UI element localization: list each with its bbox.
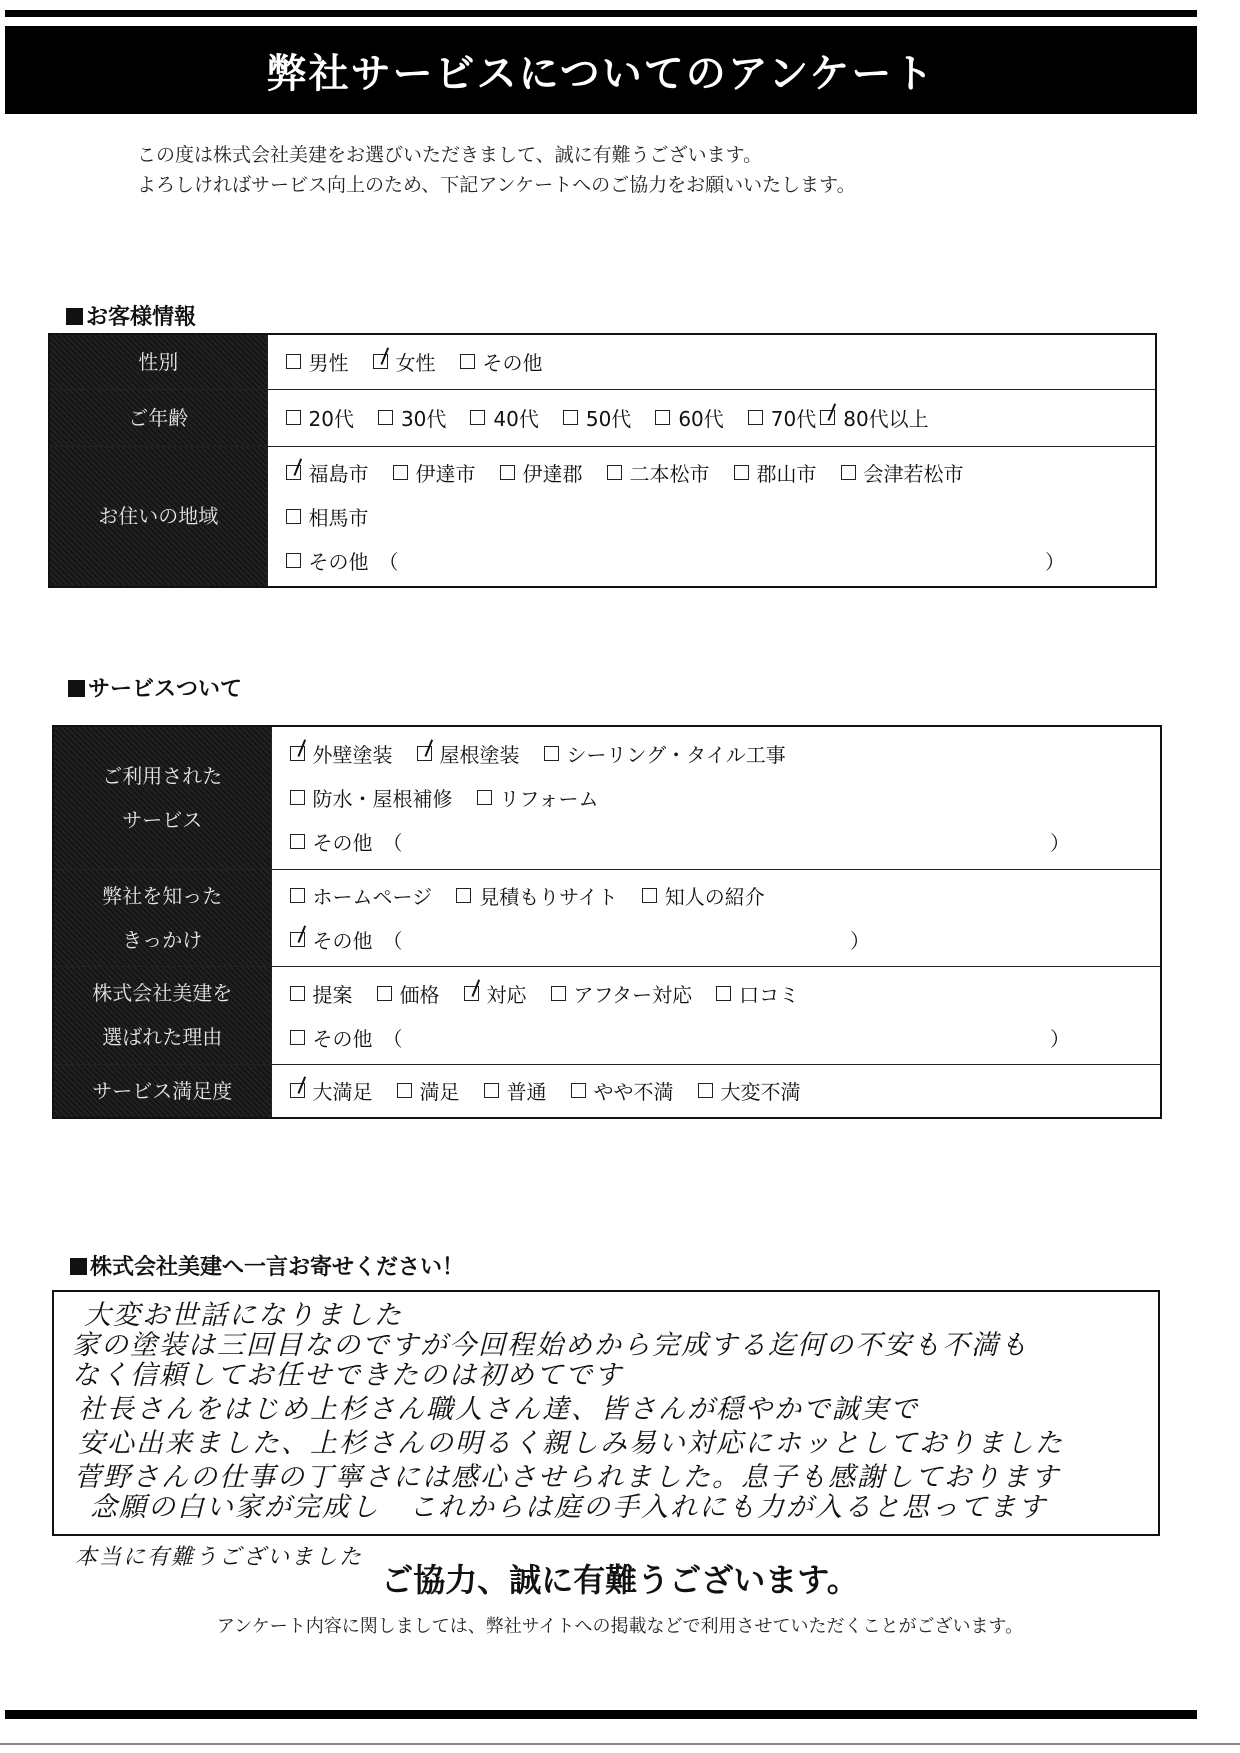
option-price[interactable] <box>377 979 440 1008</box>
option-waterproofing-roof-repair[interactable] <box>290 783 453 812</box>
row-label-satisfaction <box>53 1064 271 1118</box>
customer-info-table <box>48 333 1157 588</box>
checkbox-icon[interactable] <box>607 465 622 480</box>
option-label: 40代 <box>493 407 539 431</box>
option-age-80s-plus[interactable] <box>820 403 928 432</box>
satisfaction-options <box>271 1064 1161 1118</box>
customer-info-heading-text: お客様情報 <box>86 305 197 330</box>
option-very-satisfied[interactable] <box>290 1076 373 1105</box>
checked-checkbox-icon[interactable] <box>290 1083 305 1098</box>
handwritten-line: 社長さんをはじめ上杉さん職人さん達、皆さんが穏やかで誠実で <box>78 1394 919 1425</box>
option-gender-other[interactable] <box>460 347 543 376</box>
option-neutral[interactable] <box>484 1076 547 1105</box>
gender-options <box>267 334 1156 389</box>
row-how-found <box>53 869 1161 966</box>
label-line: サービス満足度 <box>92 1078 233 1103</box>
handwritten-line: なく信頼してお任せできたのは初めてです <box>72 1360 623 1391</box>
intro-text <box>137 140 856 200</box>
other-close-paren: ） <box>850 929 870 953</box>
square-bullet-icon <box>66 308 83 325</box>
checkbox-icon[interactable] <box>571 1083 586 1098</box>
row-age <box>49 389 1156 446</box>
top-rule <box>5 10 1197 17</box>
option-label: 二本松市 <box>629 461 710 486</box>
survey-title: 弊社サービスについてのアンケート <box>266 50 936 97</box>
checkbox-icon[interactable] <box>841 465 856 480</box>
comment-heading-text: 株式会社美建へ一言お寄せください！ <box>90 1255 465 1280</box>
row-gender <box>49 334 1156 389</box>
checkbox-icon[interactable] <box>484 1083 499 1098</box>
checked-checkbox-icon[interactable] <box>286 465 301 480</box>
checkbox-icon[interactable] <box>397 1083 412 1098</box>
option-acquaintance-referral[interactable] <box>642 881 765 910</box>
region-options <box>267 446 1156 587</box>
row-label-how-found <box>53 869 271 966</box>
intro-line-1: この度は株式会社美建をお選びいただきまして、誠に有難うございます。 <box>137 144 763 166</box>
option-somewhat-dissatisfied[interactable] <box>571 1076 674 1105</box>
option-label: 伊達郡 <box>522 461 583 486</box>
option-label: 防水・屋根補修 <box>312 787 453 812</box>
option-label: 知人の紹介 <box>664 885 765 909</box>
option-label: 女性 <box>395 351 436 376</box>
option-date-city[interactable] <box>393 458 476 487</box>
used-services-options <box>271 726 1161 869</box>
option-sealing-tile-work[interactable] <box>544 739 786 768</box>
other-close-paren: ） <box>1050 831 1070 856</box>
option-fukushima-city[interactable] <box>286 458 369 487</box>
row-label-reason-chosen <box>53 966 271 1064</box>
row-reason-chosen <box>53 966 1161 1064</box>
option-label: 60代 <box>678 407 724 431</box>
option-label: 30代 <box>400 407 447 431</box>
option-age-20s[interactable] <box>286 403 354 432</box>
option-aizuwakamatsu-city[interactable] <box>841 458 964 487</box>
option-how-found-other[interactable] <box>290 925 403 954</box>
comment-box[interactable] <box>52 1290 1160 1536</box>
label-line: 株式会社美建を <box>92 981 233 1005</box>
option-nihonmatsu-city[interactable] <box>607 458 710 487</box>
option-homepage[interactable] <box>290 881 433 910</box>
option-label: 20代 <box>308 407 354 431</box>
bottom-rule <box>5 1710 1197 1719</box>
option-label: 屋根塗装 <box>439 743 520 768</box>
option-label: 提案 <box>312 982 353 1007</box>
service-info-heading <box>68 672 242 703</box>
label-line: きっかけ <box>122 927 203 952</box>
comment-heading <box>70 1250 464 1281</box>
square-bullet-icon <box>68 680 85 697</box>
option-after-service[interactable] <box>551 979 693 1008</box>
option-label: 普通 <box>506 1080 547 1105</box>
option-label: 男性 <box>308 351 349 376</box>
option-label: その他 （ <box>312 831 403 856</box>
option-proposal[interactable] <box>290 979 353 1008</box>
option-reason-other[interactable] <box>290 1023 403 1052</box>
option-label: 外壁塗装 <box>312 743 393 768</box>
checkbox-icon[interactable] <box>563 410 578 425</box>
row-satisfaction <box>53 1064 1161 1118</box>
other-close-paren: ） <box>1045 549 1065 574</box>
option-label: 福島市 <box>308 461 369 486</box>
option-exterior-wall-painting[interactable] <box>290 739 393 768</box>
checkbox-icon[interactable] <box>286 354 301 369</box>
checked-checkbox-icon[interactable] <box>290 746 305 761</box>
option-label: 郡山市 <box>756 461 817 486</box>
option-satisfied[interactable] <box>397 1076 460 1105</box>
option-label: その他 （ <box>308 549 399 574</box>
option-label: アフター対応 <box>573 982 693 1007</box>
thank-you-message: ご協力、誠に有難うございます。 <box>381 1561 859 1599</box>
label-line: サービス <box>122 807 203 832</box>
option-age-60s[interactable] <box>655 403 723 432</box>
intro-line-2: よろしければサービス向上のため、下記アンケートへのご協力をお願いいたします。 <box>137 174 856 196</box>
option-estimate-site[interactable] <box>456 881 618 910</box>
how-found-options <box>271 869 1161 966</box>
option-label: その他 （ <box>312 1026 403 1051</box>
reason-chosen-options <box>271 966 1161 1064</box>
option-male[interactable] <box>286 347 349 376</box>
customer-info-heading <box>66 300 196 331</box>
option-label: やや不満 <box>593 1080 674 1105</box>
label-line: ご利用された <box>102 763 223 788</box>
checkbox-icon[interactable] <box>378 410 393 425</box>
option-region-other[interactable] <box>286 546 399 575</box>
checkbox-icon[interactable] <box>393 465 408 480</box>
option-label: 50代 <box>585 407 632 431</box>
checkbox-icon[interactable] <box>716 986 731 1001</box>
option-female[interactable] <box>373 347 436 376</box>
option-label: 80代以上 <box>843 407 929 431</box>
checked-checkbox-icon[interactable] <box>820 410 835 425</box>
checkbox-icon[interactable] <box>290 986 305 1001</box>
checkbox-icon[interactable] <box>286 509 301 524</box>
checked-checkbox-icon[interactable] <box>464 986 479 1001</box>
checkbox-icon[interactable] <box>286 410 301 425</box>
checkbox-icon[interactable] <box>748 410 763 425</box>
bottom-thin-rule <box>0 1743 1240 1745</box>
handwritten-line: 大変お世話になりました <box>84 1300 403 1331</box>
option-response[interactable] <box>464 979 527 1008</box>
option-service-other[interactable] <box>290 827 403 856</box>
usage-note: アンケート内容に関しましては、弊社サイトへの掲載などで利用させていただくことがございます。 <box>216 1616 1024 1637</box>
row-label-gender: 性別 <box>49 334 267 389</box>
age-options <box>267 389 1156 446</box>
option-label: 70代 <box>770 407 817 431</box>
label-line: 弊社を知った <box>102 883 223 908</box>
option-label: リフォーム <box>499 787 599 812</box>
option-word-of-mouth[interactable] <box>716 979 799 1008</box>
square-bullet-icon <box>70 1258 87 1275</box>
checkbox-icon[interactable] <box>290 888 305 903</box>
checkbox-icon[interactable] <box>500 465 515 480</box>
option-label: 伊達市 <box>415 461 476 486</box>
handwritten-line: 安心出来ました、上杉さんの明るく親しみ易い対応にホッとしておりました <box>78 1428 1064 1459</box>
option-label: 口コミ <box>739 982 800 1007</box>
label-line: 選ばれた理由 <box>102 1025 223 1049</box>
checked-checkbox-icon[interactable] <box>417 746 432 761</box>
option-very-dissatisfied[interactable] <box>698 1076 801 1105</box>
checkbox-icon[interactable] <box>377 986 392 1001</box>
service-info-table <box>52 725 1162 1119</box>
option-label: 満足 <box>419 1080 460 1105</box>
handwritten-thanks: 本当に有難うございました <box>75 1545 364 1570</box>
option-age-50s[interactable] <box>563 403 631 432</box>
checked-checkbox-icon[interactable] <box>290 932 305 947</box>
checkbox-icon[interactable] <box>286 553 301 568</box>
row-region <box>49 446 1156 587</box>
checkbox-icon[interactable] <box>456 888 471 903</box>
option-label: ホームページ <box>312 885 433 909</box>
checkbox-icon[interactable] <box>551 986 566 1001</box>
checkbox-icon[interactable] <box>698 1083 713 1098</box>
option-label: 価格 <box>399 982 440 1007</box>
option-koriyama-city[interactable] <box>734 458 817 487</box>
option-age-70s[interactable] <box>748 403 816 432</box>
option-label: その他 （ <box>312 929 403 953</box>
option-soma-city[interactable] <box>286 502 369 531</box>
option-label: 大満足 <box>312 1080 373 1105</box>
option-label: シーリング・タイル工事 <box>566 743 786 768</box>
checkbox-icon[interactable] <box>460 354 475 369</box>
checkbox-icon[interactable] <box>290 834 305 849</box>
checkbox-icon[interactable] <box>642 888 657 903</box>
option-label: 相馬市 <box>308 505 369 530</box>
survey-header <box>5 26 1197 114</box>
row-label-region: お住いの地域 <box>49 446 267 587</box>
handwritten-line: 菅野さんの仕事の丁寧さには感心させられました。息子も感謝しております <box>74 1462 1060 1493</box>
option-age-40s[interactable] <box>470 403 538 432</box>
row-label-used-services <box>53 726 271 869</box>
checkbox-icon[interactable] <box>290 790 305 805</box>
row-used-services <box>53 726 1161 869</box>
option-date-county[interactable] <box>500 458 583 487</box>
checkbox-icon[interactable] <box>734 465 749 480</box>
option-roof-painting[interactable] <box>417 739 520 768</box>
option-label: 会津若松市 <box>863 461 964 486</box>
option-age-30s[interactable] <box>378 403 446 432</box>
option-renovation[interactable] <box>477 783 599 812</box>
option-label: 見積もりサイト <box>479 885 618 909</box>
checkbox-icon[interactable] <box>655 410 670 425</box>
option-label: 対応 <box>486 982 527 1007</box>
option-label: その他 <box>482 351 543 376</box>
checkbox-icon[interactable] <box>470 410 485 425</box>
row-label-age: ご年齢 <box>49 389 267 446</box>
checked-checkbox-icon[interactable] <box>373 354 388 369</box>
other-close-paren: ） <box>1050 1026 1070 1051</box>
handwritten-line: 家の塗装は三回目なのですが今回程始めから完成する迄何の不安も不満も <box>72 1330 1029 1361</box>
handwritten-line: 念願の白い家が完成し これからは庭の手入れにも力が入ると思ってます <box>90 1492 1047 1523</box>
checkbox-icon[interactable] <box>544 746 559 761</box>
checkbox-icon[interactable] <box>477 790 492 805</box>
service-info-heading-text: サービスついて <box>88 677 243 702</box>
option-label: 大変不満 <box>720 1080 801 1105</box>
checkbox-icon[interactable] <box>290 1030 305 1045</box>
